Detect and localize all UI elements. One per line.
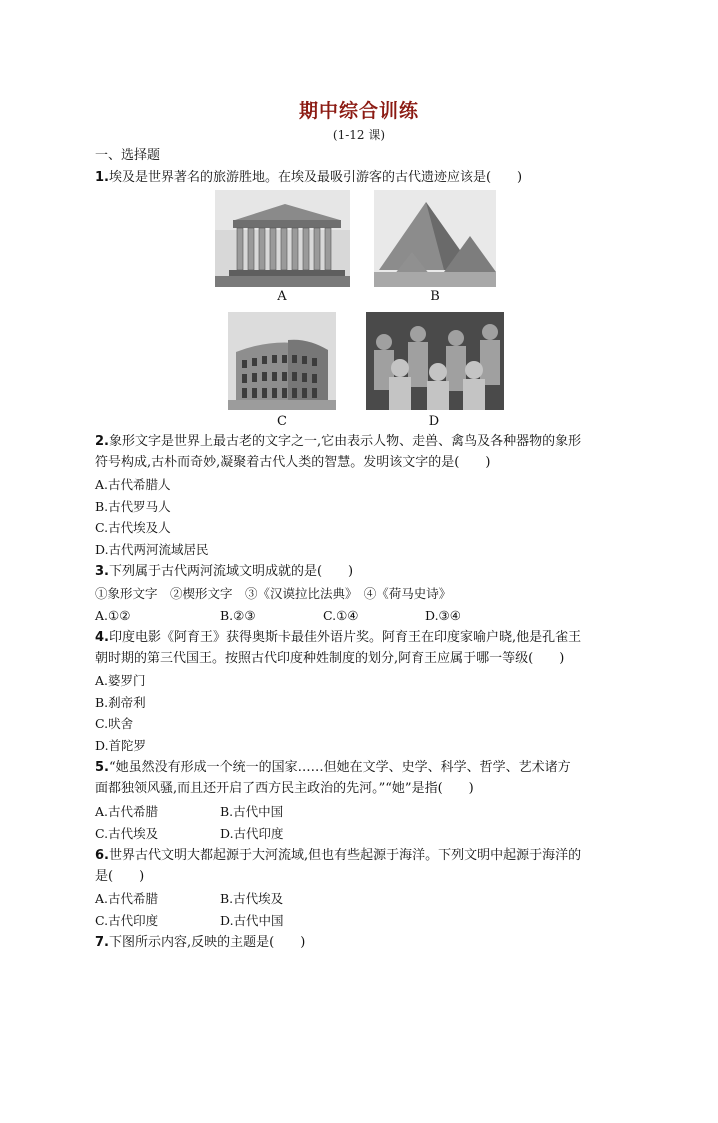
question-text-line1: “她虽然没有形成一个统一的国家……但她在文学、史学、科学、哲学、艺术诸方 <box>108 760 571 775</box>
option: A.古代希腊人 <box>95 477 171 492</box>
option: C.古代埃及人 <box>95 520 171 535</box>
question-4 <box>95 628 635 648</box>
question-number: 6. <box>95 848 109 863</box>
caption-d: D <box>428 414 440 429</box>
question-text-line1: 世界古代文明大都起源于大河流域,但也有些起源于海洋。下列文明中起源于海洋的 <box>108 848 582 863</box>
question-number: 5. <box>95 760 109 775</box>
option: D.古代中国 <box>220 913 284 928</box>
option: A.婆罗门 <box>95 673 146 688</box>
question-5-line2: 面都独领风骚,而且还开启了西方民主政治的先河。”“她”是指( ) <box>95 781 474 796</box>
section-heading: 一、选择题 <box>95 148 161 163</box>
colosseum-photo <box>228 312 336 410</box>
question-3-items: ①象形文字 ②楔形文字 ③《汉谟拉比法典》 ④《荷马史诗》 <box>95 586 452 601</box>
option: B.刹帝利 <box>95 695 146 710</box>
option: A.古代希腊 <box>95 891 159 906</box>
option: C.吠舍 <box>95 716 134 731</box>
page-subtitle: (1-12 课) <box>332 128 386 142</box>
option: A.①② <box>95 608 131 623</box>
question-1 <box>95 168 635 188</box>
question-number: 2. <box>95 434 109 449</box>
caption-c: C <box>277 414 287 429</box>
page-title: 期中综合训练 <box>298 100 419 122</box>
question-2 <box>95 432 635 452</box>
option: A.古代希腊 <box>95 804 159 819</box>
question-text-line1: 印度电影《阿育王》获得奥斯卡最佳外语片奖。阿育王在印度家喻户晓,他是孔雀王 <box>108 630 582 645</box>
option: B.②③ <box>220 608 256 623</box>
option: B.古代中国 <box>220 804 284 819</box>
terracotta-warriors-photo <box>366 312 504 410</box>
question-6 <box>95 846 635 866</box>
question-text: 下列属于古代两河流域文明成就的是( ) <box>108 564 354 579</box>
caption-b: B <box>430 289 440 304</box>
question-number: 7. <box>95 935 109 950</box>
option: C.古代印度 <box>95 913 159 928</box>
option: B.古代罗马人 <box>95 499 171 514</box>
option: D.古代印度 <box>220 826 284 841</box>
question-6-line2: 是( ) <box>95 869 145 884</box>
question-text: 埃及是世界著名的旅游胜地。在埃及最吸引游客的古代遗迹应该是( ) <box>108 170 523 185</box>
question-4-line2: 朝时期的第三代国王。按照古代印度种姓制度的划分,阿育王应属于哪一等级( ) <box>95 651 565 666</box>
question-3 <box>95 562 635 582</box>
question-5 <box>95 758 635 778</box>
question-7 <box>95 933 635 953</box>
option: C.古代埃及 <box>95 826 159 841</box>
option: B.古代埃及 <box>220 891 284 906</box>
question-number: 1. <box>95 170 109 185</box>
question-text: 下图所示内容,反映的主题是( ) <box>108 935 306 950</box>
question-number: 4. <box>95 630 109 645</box>
option: D.③④ <box>425 608 461 623</box>
question-number: 3. <box>95 564 109 579</box>
option: C.①④ <box>323 608 359 623</box>
option: D.首陀罗 <box>95 738 147 753</box>
pyramids-photo <box>374 190 496 287</box>
question-text-line1: 象形文字是世界上最古老的文字之一,它由表示人物、走兽、禽鸟及各种器物的象形 <box>108 434 582 449</box>
parthenon-photo <box>215 190 350 287</box>
option: D.古代两河流域居民 <box>95 542 209 557</box>
caption-a: A <box>277 289 287 304</box>
question-2-line2: 符号构成,古朴而奇妙,凝聚着古代人类的智慧。发明该文字的是( ) <box>95 455 491 470</box>
